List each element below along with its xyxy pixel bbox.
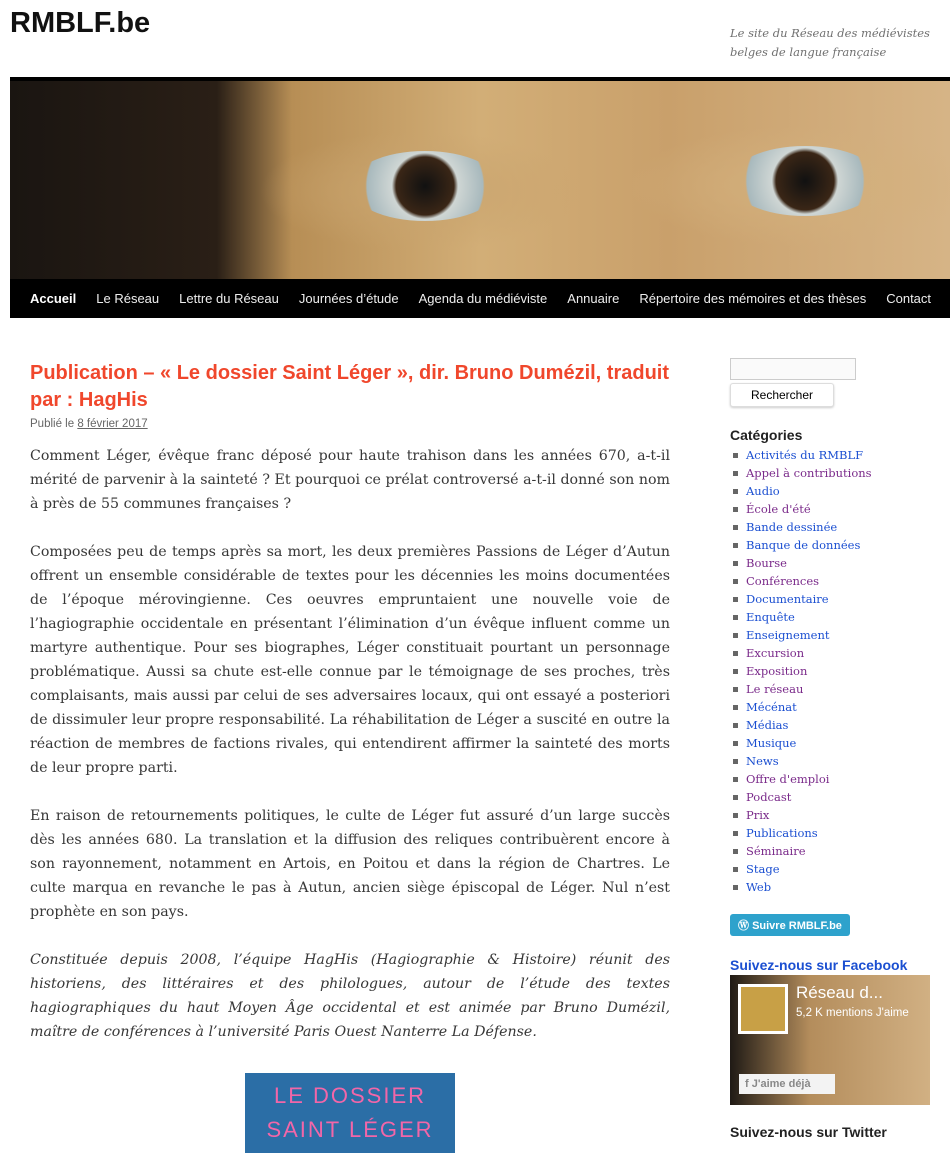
twitter-title: Suivez-nous sur Twitter	[730, 1124, 887, 1140]
meta-prefix: Publié le	[30, 418, 78, 430]
categories-title: Catégories	[730, 427, 803, 443]
category-item	[730, 680, 950, 698]
category-item	[730, 500, 950, 518]
facebook-icon: f	[745, 1078, 752, 1090]
category-link[interactable]: Offre d'emploi	[746, 772, 830, 786]
category-item	[730, 446, 950, 464]
category-item	[730, 518, 950, 536]
category-item	[730, 590, 950, 608]
category-item	[730, 734, 950, 752]
category-item	[730, 752, 950, 770]
category-link[interactable]: Le réseau	[746, 682, 804, 696]
main-nav	[10, 279, 950, 318]
category-link[interactable]: Mécénat	[746, 700, 797, 714]
nav-item[interactable]: Contact	[886, 291, 932, 306]
facebook-title[interactable]: Suivez-nous sur Facebook	[730, 957, 908, 973]
category-link[interactable]: News	[746, 754, 779, 768]
nav-item[interactable]: Lettre du Réseau	[179, 291, 279, 306]
category-link[interactable]: Médias	[746, 718, 789, 732]
category-item	[730, 626, 950, 644]
facebook-like-button[interactable]	[739, 1074, 835, 1094]
category-item	[730, 698, 950, 716]
category-link[interactable]: Activités du RMBLF	[746, 448, 864, 462]
site-title[interactable]: RMBLF.be	[10, 7, 151, 39]
facebook-page-logo[interactable]	[738, 984, 788, 1034]
category-link[interactable]: Prix	[746, 808, 770, 822]
category-item	[730, 788, 950, 806]
category-link[interactable]: Publications	[746, 826, 818, 840]
post-title[interactable]: Publication – « Le dossier Saint Léger », dir. Bruno Dumézil, traduit par : HagHis	[30, 362, 670, 411]
nav-item[interactable]: Répertoire des mémoires et des thèses	[639, 291, 867, 306]
category-link[interactable]: Exposition	[746, 664, 808, 678]
category-link[interactable]: Documentaire	[746, 592, 829, 606]
post-date-link[interactable]: 8 février 2017	[77, 418, 148, 430]
category-link[interactable]: Excursion	[746, 646, 805, 660]
categories-list	[730, 446, 950, 896]
facebook-page-name[interactable]: Réseau d...	[796, 983, 883, 1002]
category-item	[730, 662, 950, 680]
category-item	[730, 860, 950, 878]
nav-item[interactable]: Le Réseau	[96, 291, 160, 306]
category-item	[730, 536, 950, 554]
category-link[interactable]: Stage	[746, 862, 780, 876]
follow-button[interactable]	[730, 914, 850, 936]
category-link[interactable]: Enquête	[746, 610, 795, 624]
book-cover-image	[245, 1073, 455, 1153]
category-item	[730, 572, 950, 590]
category-link[interactable]: École d'été	[746, 502, 811, 516]
category-link[interactable]: Banque de données	[746, 538, 861, 552]
category-item	[730, 644, 950, 662]
category-item	[730, 842, 950, 860]
category-link[interactable]: Séminaire	[746, 844, 806, 858]
search-button[interactable]: Rechercher	[730, 383, 834, 407]
nav-item[interactable]: Journées d’étude	[298, 291, 399, 306]
post-content	[30, 444, 670, 1044]
category-item	[730, 716, 950, 734]
cover-line-1: LE DOSSIER	[273, 1083, 427, 1108]
post-paragraph: Comment Léger, évêque franc déposé pour haute trahison dans les années 670, a-t-il mérité de parvenir à la sainteté ? Et pourquoi ce prélat controversé a-t-il donné son nom à près de 55 communes françaises ?	[30, 448, 670, 512]
facebook-likes: 5,2 K mentions J'aime	[796, 1007, 909, 1019]
category-item	[730, 878, 950, 896]
category-item	[730, 464, 950, 482]
search-input[interactable]	[730, 358, 856, 380]
category-link[interactable]: Podcast	[746, 790, 792, 804]
category-link[interactable]: Appel à contributions	[746, 466, 872, 480]
nav-item[interactable]: Annuaire	[567, 291, 620, 306]
cover-line-2: SAINT LÉGER	[266, 1117, 434, 1142]
follow-label: Suivre RMBLF.be	[752, 920, 842, 932]
nav-item[interactable]: Agenda du médiéviste	[418, 291, 548, 306]
post-paragraph: En raison de retournements politiques, le culte de Léger fut assuré d’un large succès dès les années 680. La translation et la diffusion des reliques contribuèrent encore à son rayonnement, notamment en Artois, en Poitou et dans la région de Chartres. Le culte marqua en revanche le pas à Autun, ancien siège épiscopal de Léger. Nul n’est prophète en son pays.	[30, 808, 670, 920]
facebook-widget[interactable]	[730, 975, 930, 1105]
category-item	[730, 608, 950, 626]
category-link[interactable]: Conférences	[746, 574, 820, 588]
category-item	[730, 770, 950, 788]
wordpress-icon: Ⓦ	[738, 920, 753, 932]
category-item	[730, 806, 950, 824]
nav-item[interactable]: Accueil	[30, 291, 77, 306]
category-link[interactable]: Enseignement	[746, 628, 830, 642]
category-link[interactable]: Bande dessinée	[746, 520, 838, 534]
category-item	[730, 824, 950, 842]
category-link[interactable]: Musique	[746, 736, 797, 750]
like-label: J'aime déjà	[751, 1078, 811, 1090]
category-link[interactable]: Web	[746, 880, 772, 894]
category-item	[730, 482, 950, 500]
post-meta	[30, 418, 670, 430]
category-link[interactable]: Bourse	[746, 556, 787, 570]
category-link[interactable]: Audio	[746, 484, 780, 498]
site-tagline: Le site du Réseau des médiévistes belges de langue française	[730, 26, 930, 59]
post-paragraph: Composées peu de temps après sa mort, les deux premières Passions de Léger d’Autun offrent un ensemble considérable de textes pour les décennies les moins documentées de l’époque mérovingienne. Ces oeuvres empruntaient une nouvelle voie de l’hagiographie occidentale en présentant l’élimination d’un évêque influent comme un martyre authentique. Pour ses biographes, Léger constituait pourtant un personnage problématique. Aussi sa chute est-elle connue par le témoignage de ses proches, très complaisants, mais aussi par celui de ses adversaires locaux, qui ont essayé a posteriori de dissimuler leur propre responsabilité. La réhabilitation de Léger a suscité en outre la réaction de membres de factions rivales, qui entendirent affirmer la sainteté des morts de leur propre parti.	[30, 544, 670, 776]
category-item	[730, 554, 950, 572]
post-paragraph: Constituée depuis 2008, l’équipe HagHis (Hagiographie & Histoire) réunit des historiens, des littéraires et des philologues, autour de l’étude des textes hagiographiques du haut Moyen Âge occidental et est animée par Bruno Dumézil, maître de conférences à l’université Paris Ouest Nanterre La Défense.	[30, 952, 670, 1040]
header-banner-image	[10, 81, 950, 279]
